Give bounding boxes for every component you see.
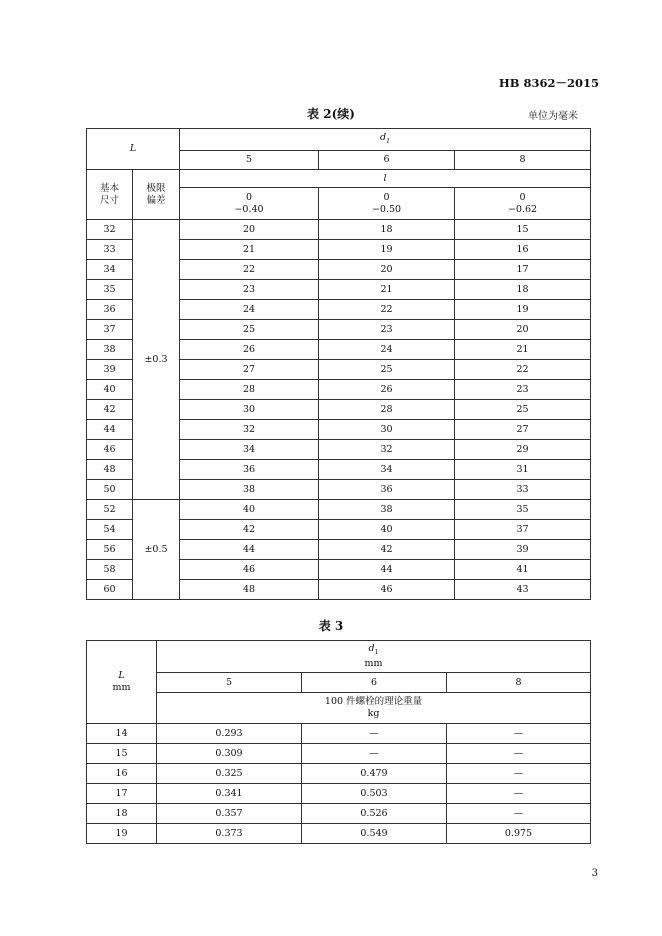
value-cell: 19	[455, 300, 591, 320]
value-cell: 24	[180, 300, 319, 320]
deviation-cell: ±0.5	[133, 500, 180, 600]
value-cell: 25	[319, 360, 455, 380]
weight-cell: —	[447, 724, 591, 744]
table-row	[87, 784, 591, 804]
table2-unit: 单位为毫米	[528, 111, 578, 122]
value-cell: 15	[455, 220, 591, 240]
value-cell: 22	[180, 260, 319, 280]
l-tolerance: 0 −0.40	[180, 188, 319, 220]
table-row	[87, 824, 591, 844]
page-number: 3	[591, 868, 598, 879]
table2-L-header: L	[87, 129, 180, 170]
table3-d-value: 8	[447, 673, 591, 693]
weight-cell: —	[302, 724, 447, 744]
table2-d-value: 6	[319, 151, 455, 170]
value-cell: 40	[319, 520, 455, 540]
weight-cell: —	[447, 784, 591, 804]
standard-code: HB 8362－2015	[498, 76, 599, 90]
value-cell: 33	[455, 480, 591, 500]
value-cell: 21	[319, 280, 455, 300]
weight-cell: 0.975	[447, 824, 591, 844]
value-cell: 22	[455, 360, 591, 380]
value-cell: 19	[319, 240, 455, 260]
table-row	[87, 220, 591, 240]
table3-L-header: L mm	[87, 641, 157, 724]
length-cell: 34	[87, 260, 133, 280]
value-cell: 28	[180, 380, 319, 400]
basic-size-header: 基本 尺寸	[87, 170, 133, 220]
value-cell: 38	[180, 480, 319, 500]
value-cell: 25	[455, 400, 591, 420]
value-cell: 30	[319, 420, 455, 440]
length-cell: 37	[87, 320, 133, 340]
value-cell: 34	[319, 460, 455, 480]
table-row	[87, 764, 591, 784]
length-cell: 42	[87, 400, 133, 420]
value-cell: 34	[180, 440, 319, 460]
table-row	[87, 724, 591, 744]
value-cell: 48	[180, 580, 319, 600]
weight-cell: 0.309	[157, 744, 302, 764]
value-cell: 26	[319, 380, 455, 400]
value-cell: 20	[319, 260, 455, 280]
table3-caption: 表 3	[318, 619, 344, 633]
length-cell: 19	[87, 824, 157, 844]
value-cell: 41	[455, 560, 591, 580]
value-cell: 27	[180, 360, 319, 380]
l-tolerance: 0 −0.62	[455, 188, 591, 220]
value-cell: 16	[455, 240, 591, 260]
length-cell: 17	[87, 784, 157, 804]
weight-cell: 0.549	[302, 824, 447, 844]
table-row	[87, 744, 591, 764]
table2	[86, 128, 591, 600]
value-cell: 26	[180, 340, 319, 360]
weight-cell: —	[447, 804, 591, 824]
value-cell: 32	[180, 420, 319, 440]
length-cell: 44	[87, 420, 133, 440]
length-cell: 16	[87, 764, 157, 784]
table3-d1-header: $d_1$ mm	[157, 641, 591, 673]
length-cell: 15	[87, 744, 157, 764]
table3-d-value: 5	[157, 673, 302, 693]
value-cell: 37	[455, 520, 591, 540]
length-cell: 14	[87, 724, 157, 744]
table2-d-value: 8	[455, 151, 591, 170]
length-cell: 60	[87, 580, 133, 600]
value-cell: 23	[180, 280, 319, 300]
value-cell: 38	[319, 500, 455, 520]
value-cell: 20	[180, 220, 319, 240]
value-cell: 22	[319, 300, 455, 320]
length-cell: 38	[87, 340, 133, 360]
value-cell: 46	[180, 560, 319, 580]
table2-l-header: l	[180, 170, 591, 188]
length-cell: 48	[87, 460, 133, 480]
length-cell: 52	[87, 500, 133, 520]
value-cell: 46	[319, 580, 455, 600]
weight-cell: —	[447, 744, 591, 764]
value-cell: 20	[455, 320, 591, 340]
value-cell: 21	[180, 240, 319, 260]
value-cell: 31	[455, 460, 591, 480]
table2-d1-header: $d_1$	[180, 129, 591, 151]
limit-deviation-header: 极限 偏差	[133, 170, 180, 220]
length-cell: 50	[87, 480, 133, 500]
value-cell: 24	[319, 340, 455, 360]
table2-caption: 表 2(续)	[307, 107, 355, 121]
length-cell: 35	[87, 280, 133, 300]
value-cell: 18	[319, 220, 455, 240]
weight-cell: 0.479	[302, 764, 447, 784]
value-cell: 18	[455, 280, 591, 300]
value-cell: 23	[319, 320, 455, 340]
value-cell: 42	[180, 520, 319, 540]
length-cell: 32	[87, 220, 133, 240]
value-cell: 29	[455, 440, 591, 460]
weight-header: 100 件螺栓的理论重量 kg	[157, 693, 591, 724]
length-cell: 40	[87, 380, 133, 400]
weight-cell: 0.341	[157, 784, 302, 804]
weight-cell: —	[447, 764, 591, 784]
length-cell: 54	[87, 520, 133, 540]
value-cell: 32	[319, 440, 455, 460]
table-row	[87, 804, 591, 824]
deviation-cell: ±0.3	[133, 220, 180, 500]
value-cell: 36	[180, 460, 319, 480]
value-cell: 44	[180, 540, 319, 560]
value-cell: 25	[180, 320, 319, 340]
value-cell: 36	[319, 480, 455, 500]
weight-cell: 0.526	[302, 804, 447, 824]
table-row	[87, 500, 591, 520]
length-cell: 46	[87, 440, 133, 460]
length-cell: 33	[87, 240, 133, 260]
table2-d-value: 5	[180, 151, 319, 170]
weight-cell: 0.357	[157, 804, 302, 824]
value-cell: 43	[455, 580, 591, 600]
value-cell: 35	[455, 500, 591, 520]
weight-cell: 0.325	[157, 764, 302, 784]
value-cell: 23	[455, 380, 591, 400]
value-cell: 30	[180, 400, 319, 420]
length-cell: 39	[87, 360, 133, 380]
value-cell: 42	[319, 540, 455, 560]
value-cell: 27	[455, 420, 591, 440]
l-tolerance: 0 −0.50	[319, 188, 455, 220]
value-cell: 40	[180, 500, 319, 520]
table3	[86, 640, 591, 844]
value-cell: 28	[319, 400, 455, 420]
length-cell: 36	[87, 300, 133, 320]
value-cell: 21	[455, 340, 591, 360]
weight-cell: 0.293	[157, 724, 302, 744]
table3-d-value: 6	[302, 673, 447, 693]
value-cell: 44	[319, 560, 455, 580]
length-cell: 56	[87, 540, 133, 560]
value-cell: 17	[455, 260, 591, 280]
weight-cell: 0.373	[157, 824, 302, 844]
value-cell: 39	[455, 540, 591, 560]
weight-cell: 0.503	[302, 784, 447, 804]
length-cell: 18	[87, 804, 157, 824]
length-cell: 58	[87, 560, 133, 580]
weight-cell: —	[302, 744, 447, 764]
